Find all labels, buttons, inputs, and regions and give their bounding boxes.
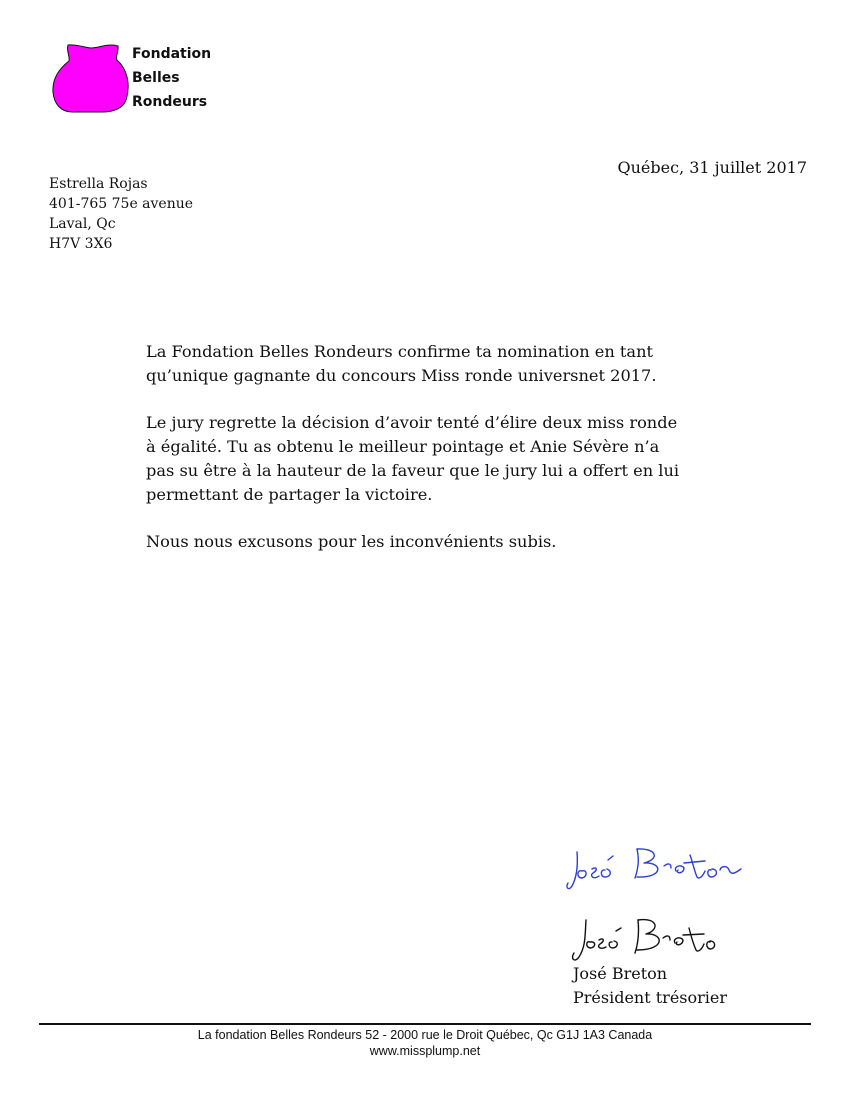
logo-text bbox=[132, 42, 211, 114]
body-line: Le jury regrette la décision d’avoir tenté d’élire deux miss ronde bbox=[146, 413, 678, 432]
signer-block bbox=[573, 962, 727, 1010]
footer-address: La fondation Belles Rondeurs 52 - 2000 rue le Droit Québec, Qc G1J 1A3 Canada bbox=[197, 1028, 653, 1042]
recipient-postal-code: H7V 3X6 bbox=[49, 236, 113, 252]
footer-divider bbox=[39, 1023, 811, 1025]
body-paragraph-jury bbox=[146, 411, 716, 507]
footer-website: www.missplump.net bbox=[369, 1044, 481, 1058]
logo-line-fondation: Fondation bbox=[132, 46, 212, 62]
recipient-city: Laval, Qc bbox=[49, 216, 116, 232]
black-handwritten-signature bbox=[568, 910, 718, 965]
body-line: pas su être à la hauteur de la faveur que le jury lui a offert en lui bbox=[146, 461, 680, 480]
foundation-logo bbox=[52, 42, 222, 117]
signer-name: José Breton bbox=[573, 964, 668, 983]
blue-handwritten-signature bbox=[560, 835, 750, 900]
letter-body bbox=[146, 340, 716, 577]
body-paragraph-apology bbox=[146, 530, 716, 554]
logo-line-rondeurs: Rondeurs bbox=[132, 94, 208, 110]
body-line: qu’unique gagnante du concours Miss ronde universnet 2017. bbox=[146, 366, 657, 385]
recipient-street: 401-765 75e avenue bbox=[49, 196, 194, 212]
signer-title: Président trésorier bbox=[573, 988, 728, 1007]
recipient-name: Estrella Rojas bbox=[49, 176, 148, 192]
body-line: permettant de partager la victoire. bbox=[146, 485, 433, 504]
body-paragraph-confirmation bbox=[146, 340, 716, 388]
logo-vase-shape bbox=[52, 42, 130, 114]
recipient-address bbox=[49, 174, 193, 254]
body-line: à égalité. Tu as obtenu le meilleur pointage et Anie Sévère n’a bbox=[146, 437, 660, 456]
letter-date: Québec, 31 juillet 2017 bbox=[617, 158, 807, 177]
letter-footer bbox=[0, 1027, 850, 1059]
body-line: Nous nous excusons pour les inconvénients subis. bbox=[146, 532, 557, 551]
body-line: La Fondation Belles Rondeurs confirme ta nomination en tant bbox=[146, 342, 654, 361]
logo-line-belles: Belles bbox=[132, 70, 180, 86]
